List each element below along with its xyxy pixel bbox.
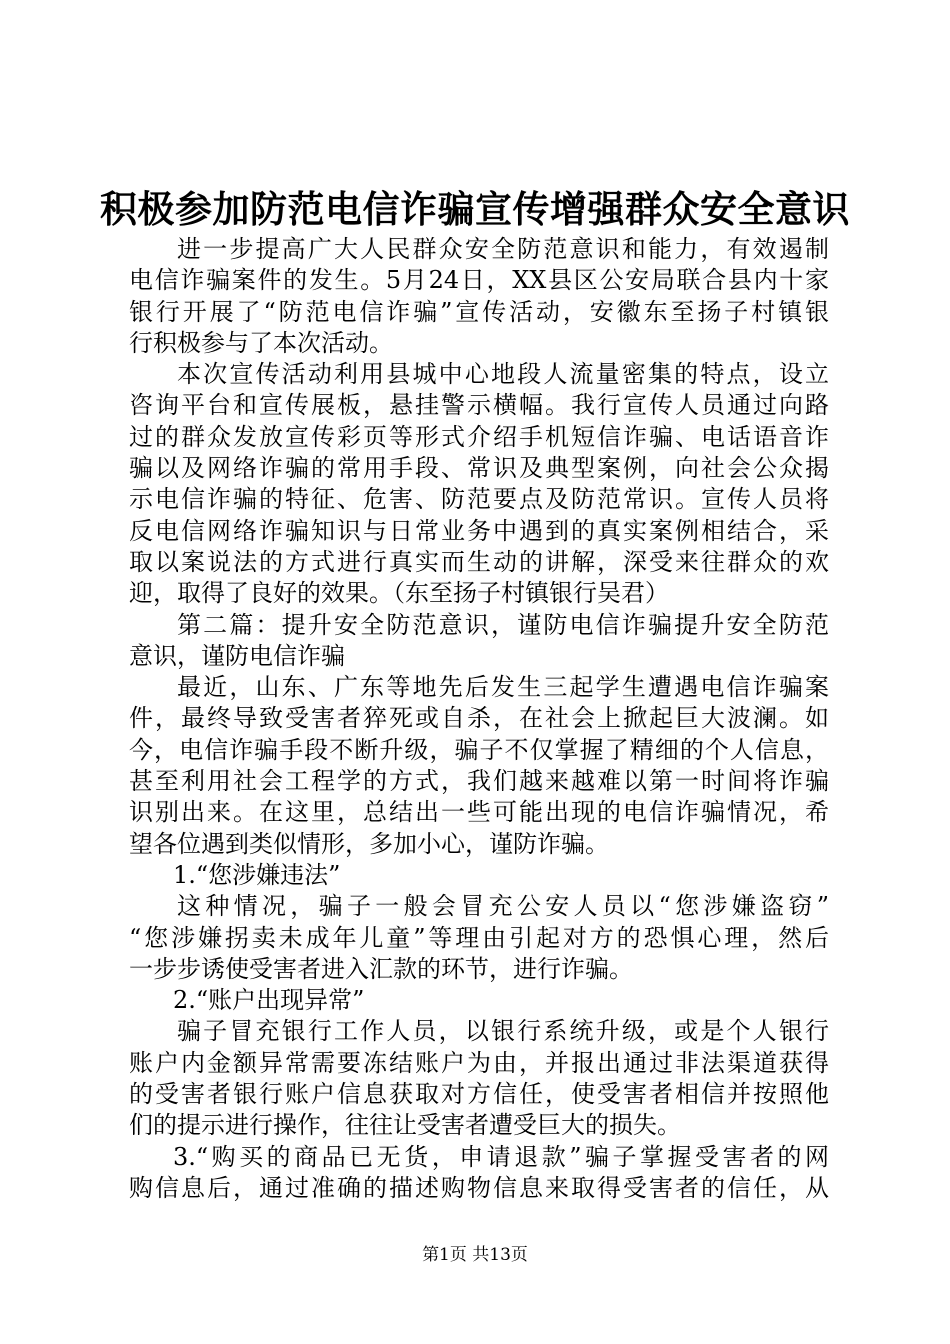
- paragraph-line: 望各位遇到类似情形，多加小心，谨防诈骗。: [129, 829, 609, 858]
- paragraph-line: 们的提示进行操作，往往让受害者遭受巨大的损失。: [129, 1111, 681, 1140]
- paragraph-line: 一步步诱使受害者进入汇款的环节，进行诈骗。: [129, 954, 633, 983]
- paragraph-line: 今，电信诈骗手段不断升级，骗子不仅掌握了精细的个人信息，: [129, 735, 829, 764]
- paragraph-line: 这种情况，骗子一般会冒充公安人员以“您涉嫌盗窃”: [177, 892, 829, 921]
- paragraph-line: 骗子冒充银行工作人员，以银行系统升级，或是个人银行: [177, 1017, 829, 1046]
- list-item-heading: 3.“购买的商品已无货，申请退款”骗子掌握受害者的网: [173, 1142, 829, 1171]
- paragraph-line: 本次宣传活动利用县城中心地段人流量密集的特点，设立: [177, 360, 829, 389]
- paragraph-line: 购信息后，通过准确的描述购物信息来取得受害者的信任，从: [129, 1173, 829, 1202]
- list-item-heading: 2.“账户出现异常”: [173, 986, 365, 1015]
- paragraph-line: 过的群众发放宣传彩页等形式介绍手机短信诈骗、电话语音诈: [129, 422, 829, 451]
- paragraph-line: 取以案说法的方式进行真实而生动的讲解，深受来往群众的欢: [129, 547, 829, 576]
- paragraph-line: 甚至利用社会工程学的方式，我们越来越难以第一时间将诈骗: [129, 767, 829, 796]
- paragraph-line: “您涉嫌拐卖未成年儿童”等理由引起对方的恐惧心理，然后: [129, 923, 829, 952]
- list-item-heading: 1.“您涉嫌违法”: [173, 860, 341, 889]
- paragraph-line: 反电信网络诈骗知识与日常业务中遇到的真实案例相结合，采: [129, 516, 829, 545]
- paragraph-line: 的受害者银行账户信息获取对方信任，使受害者相信并按照他: [129, 1080, 829, 1109]
- paragraph-line: 迎，取得了良好的效果。（东至扬子村镇银行吴君）: [129, 579, 669, 608]
- paragraph-line: 行积极参与了本次活动。: [129, 328, 393, 357]
- document-body: [129, 234, 829, 1204]
- document-title: 积极参加防范电信诈骗宣传增强群众安全意识: [100, 187, 850, 231]
- page-footer: 第1页 共13页: [422, 1245, 528, 1265]
- paragraph-line: 示电信诈骗的特征、危害、防范要点及防范常识。宣传人员将: [129, 485, 829, 514]
- section-heading-line: 第二篇：提升安全防范意识，谨防电信诈骗提升安全防范: [177, 610, 829, 639]
- paragraph-line: 识别出来。在这里，总结出一些可能出现的电信诈骗情况，希: [129, 798, 829, 827]
- paragraph-line: 骗以及网络诈骗的常用手段、常识及典型案例，向社会公众揭: [129, 454, 829, 483]
- paragraph-line: 银行开展了“防范电信诈骗”宣传活动，安徽东至扬子村镇银: [129, 297, 829, 326]
- paragraph-line: 咨询平台和宣传展板，悬挂警示横幅。我行宣传人员通过向路: [129, 391, 829, 420]
- paragraph-line: 账户内金额异常需要冻结账户为由，并报出通过非法渠道获得: [129, 1048, 829, 1077]
- paragraph-line: 进一步提高广大人民群众安全防范意识和能力，有效遏制: [177, 235, 829, 263]
- paragraph-line: 电信诈骗案件的发生。5月24日，XX县区公安局联合县内十家: [129, 266, 829, 295]
- section-heading-line: 意识，谨防电信诈骗: [129, 641, 345, 670]
- paragraph-line: 最近，山东、广东等地先后发生三起学生遭遇电信诈骗案: [177, 673, 829, 702]
- paragraph-line: 件，最终导致受害者猝死或自杀，在社会上掀起巨大波澜。如: [129, 704, 829, 733]
